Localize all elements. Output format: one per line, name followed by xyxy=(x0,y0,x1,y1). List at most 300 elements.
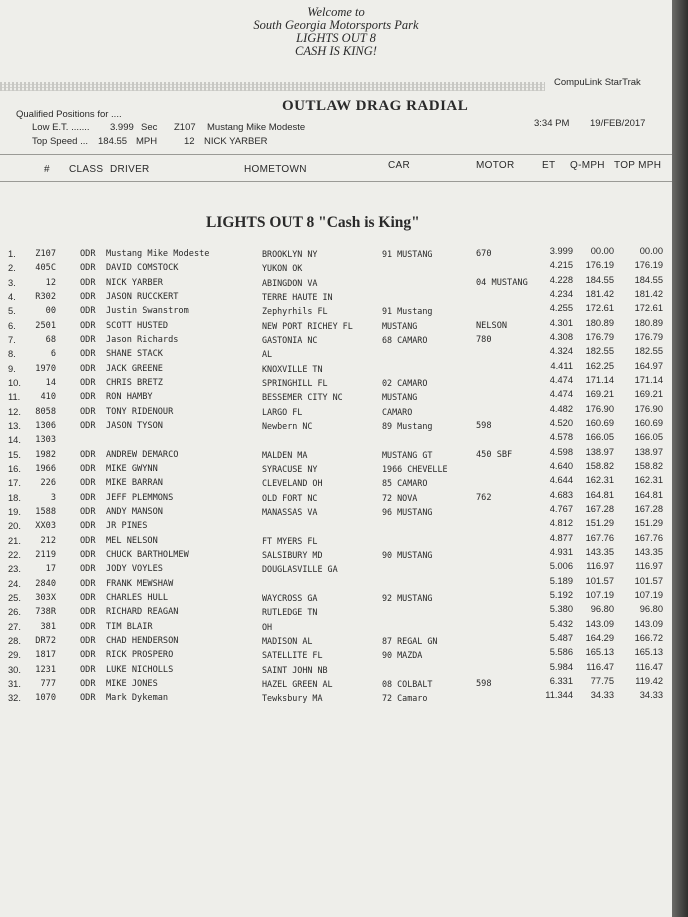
car-model: 02 CAMARO xyxy=(382,377,428,388)
car-number: 1817 xyxy=(35,650,56,661)
driver-name: CHUCK BARTHOLMEW xyxy=(106,549,189,560)
class: ODR xyxy=(80,592,96,603)
car-number: 1588 xyxy=(35,506,56,517)
welcome-line-4: CASH IS KING! xyxy=(295,44,377,58)
hometown: KNOXVILLE TN xyxy=(262,363,323,374)
hometown: ABINGDON VA xyxy=(262,277,318,288)
elapsed-time: 4.308 xyxy=(549,331,573,342)
top-mph: 164.97 xyxy=(634,360,663,371)
col-et: ET xyxy=(542,160,556,171)
driver-name: JACK GREENE xyxy=(106,363,163,374)
hometown: Zephyrhils FL xyxy=(262,306,328,317)
hometown: SAINT JOHN NB xyxy=(262,664,328,675)
top-mph: 171.14 xyxy=(634,374,663,385)
top-speed-unit: MPH xyxy=(136,136,158,147)
driver-name: SCOTT HUSTED xyxy=(106,320,169,331)
top-mph: 182.55 xyxy=(634,346,663,357)
driver-name: ANDY MANSON xyxy=(106,506,163,517)
class-title: OUTLAW DRAG RADIAL xyxy=(282,98,469,114)
class: ODR xyxy=(80,650,96,661)
motor: 598 xyxy=(476,420,492,431)
top-mph: 166.05 xyxy=(634,432,663,443)
qualifying-mph: 101.57 xyxy=(585,575,614,586)
top-speed-driver: NICK YARBER xyxy=(204,136,268,147)
top-speed-label: Top Speed ... xyxy=(32,136,88,147)
hometown: NEW PORT RICHEY FL xyxy=(262,320,353,331)
qualifying-mph: 169.21 xyxy=(585,389,614,400)
class: ODR xyxy=(80,578,96,589)
car-number: 777 xyxy=(40,678,56,689)
position: 30. xyxy=(8,664,21,675)
position: 14. xyxy=(8,435,21,446)
car-number: 2840 xyxy=(35,578,56,589)
qualifying-mph: 166.05 xyxy=(585,432,614,443)
elapsed-time: 4.474 xyxy=(549,374,573,385)
hometown: SYRACUSE NY xyxy=(262,463,318,474)
class: ODR xyxy=(80,449,96,460)
car-number: 3 xyxy=(50,492,56,503)
driver-name: MEL NELSON xyxy=(106,535,158,546)
driver-name: ANDREW DEMARCO xyxy=(106,449,179,460)
driver-name: Justin Swanstrom xyxy=(106,306,189,317)
position: 7. xyxy=(8,334,16,345)
low-et-unit: Sec xyxy=(141,122,158,133)
hometown: LARGO FL xyxy=(262,406,303,417)
class: ODR xyxy=(80,521,96,532)
car-number: XX03 xyxy=(35,521,56,532)
position: 11. xyxy=(8,392,21,403)
class: ODR xyxy=(80,363,96,374)
car-number: 212 xyxy=(40,535,56,546)
car-model: MUSTANG xyxy=(382,320,418,331)
col-car: CAR xyxy=(388,160,411,171)
car-number: 00 xyxy=(45,306,56,317)
car-number: 68 xyxy=(45,334,56,345)
low-et-value: 3.999 xyxy=(110,122,134,133)
class: ODR xyxy=(80,535,96,546)
hometown: WAYCROSS GA xyxy=(262,592,318,603)
top-mph: 167.28 xyxy=(634,503,663,514)
elapsed-time: 5.380 xyxy=(549,604,573,615)
car-number: 6 xyxy=(50,349,56,360)
qualifying-mph: 107.19 xyxy=(585,589,614,600)
qualifying-mph: 167.76 xyxy=(585,532,614,543)
car-number: 8058 xyxy=(35,406,56,417)
qualifying-mph: 143.09 xyxy=(585,618,614,629)
motor: 780 xyxy=(476,334,492,345)
elapsed-time: 5.006 xyxy=(549,561,573,572)
elapsed-time: 4.301 xyxy=(549,317,573,328)
driver-name: JEFF PLEMMONS xyxy=(106,492,174,503)
class: ODR xyxy=(80,334,96,345)
elapsed-time: 4.324 xyxy=(549,346,573,357)
hometown: YUKON OK xyxy=(262,263,303,274)
position: 28. xyxy=(8,635,21,646)
car-model: 90 MAZDA xyxy=(382,650,423,661)
class: ODR xyxy=(80,320,96,331)
qualifying-mph: 143.35 xyxy=(585,546,614,557)
header-rule-bottom xyxy=(0,181,672,182)
hometown: SALSIBURY MD xyxy=(262,549,323,560)
driver-name: CHRIS BRETZ xyxy=(106,377,163,388)
desk-edge xyxy=(672,0,688,917)
elapsed-time: 4.228 xyxy=(549,274,573,285)
car-number: 1982 xyxy=(35,449,56,460)
top-mph: 176.90 xyxy=(634,403,663,414)
top-mph: 172.61 xyxy=(634,303,663,314)
class: ODR xyxy=(80,406,96,417)
class: ODR xyxy=(80,463,96,474)
welcome-line-3: LIGHTS OUT 8 xyxy=(296,31,376,45)
top-speed-car: 12 xyxy=(184,136,195,147)
event-title: LIGHTS OUT 8 "Cash is King" xyxy=(206,214,420,231)
top-mph: 165.13 xyxy=(634,647,663,658)
position: 21. xyxy=(8,535,21,546)
qualifying-mph: 160.69 xyxy=(585,417,614,428)
col-num: # xyxy=(44,164,50,175)
position: 20. xyxy=(8,521,21,532)
top-mph: 138.97 xyxy=(634,446,663,457)
car-model: 91 Mustang xyxy=(382,306,433,317)
driver-name: CHARLES HULL xyxy=(106,592,169,603)
qualifying-mph: 164.81 xyxy=(585,489,614,500)
qualifying-mph: 176.90 xyxy=(585,403,614,414)
top-mph: 162.31 xyxy=(634,475,663,486)
car-number: 1970 xyxy=(35,363,56,374)
car-number: 1231 xyxy=(35,664,56,675)
car-number: Z107 xyxy=(35,249,56,259)
top-mph: 107.19 xyxy=(634,589,663,600)
qualifying-mph: 184.55 xyxy=(585,274,614,285)
header-rule-top xyxy=(0,154,672,155)
driver-name: CHAD HENDERSON xyxy=(106,635,179,646)
hometown: CLEVELAND OH xyxy=(262,478,323,489)
car-model: 91 MUSTANG xyxy=(382,249,433,259)
car-model: MUSTANG xyxy=(382,392,418,403)
motor: 598 xyxy=(476,678,492,689)
class: ODR xyxy=(80,621,96,632)
motor: NELSON xyxy=(476,320,508,331)
top-mph: 169.21 xyxy=(634,389,663,400)
position: 1. xyxy=(8,249,16,259)
class: ODR xyxy=(80,693,96,704)
class: ODR xyxy=(80,349,96,360)
position: 10. xyxy=(8,377,21,388)
car-number: 410 xyxy=(40,392,56,403)
driver-name: JODY VOYLES xyxy=(106,564,163,575)
position: 23. xyxy=(8,564,21,575)
car-number: R302 xyxy=(35,291,56,302)
car-model: 85 CAMARO xyxy=(382,478,428,489)
brand-label: CompuLink StarTrak xyxy=(554,77,641,88)
top-mph: 96.80 xyxy=(639,604,663,615)
car-number: 12 xyxy=(45,277,56,288)
position: 8. xyxy=(8,349,16,360)
welcome-line-1: Welcome to xyxy=(307,5,365,19)
hometown: TERRE HAUTE IN xyxy=(262,291,333,302)
position: 9. xyxy=(8,363,16,374)
qualifying-mph: 96.80 xyxy=(590,604,614,615)
position: 16. xyxy=(8,463,21,474)
driver-name: Mark Dykeman xyxy=(106,693,169,704)
hometown: MALDEN MA xyxy=(262,449,308,460)
position: 18. xyxy=(8,492,21,503)
position: 4. xyxy=(8,291,16,302)
class: ODR xyxy=(80,664,96,675)
elapsed-time: 4.482 xyxy=(549,403,573,414)
driver-name: DAVID COMSTOCK xyxy=(106,263,179,274)
position: 29. xyxy=(8,650,21,661)
top-mph: 101.57 xyxy=(634,575,663,586)
elapsed-time: 6.331 xyxy=(549,675,573,686)
hometown: FT MYERS FL xyxy=(262,535,318,546)
position: 17. xyxy=(8,478,21,489)
position: 25. xyxy=(8,592,21,603)
col-hometown: HOMETOWN xyxy=(244,164,307,175)
hometown: GASTONIA NC xyxy=(262,334,318,345)
qualifying-mph: 00.00 xyxy=(590,246,614,256)
elapsed-time: 5.984 xyxy=(549,661,573,672)
top-mph: 151.29 xyxy=(634,518,663,529)
elapsed-time: 4.520 xyxy=(549,417,573,428)
qualifying-mph: 176.79 xyxy=(585,331,614,342)
driver-name: TONY RIDENOUR xyxy=(106,406,174,417)
qualified-label: Qualified Positions for .... xyxy=(16,109,122,120)
elapsed-time: 5.487 xyxy=(549,632,573,643)
car-number: 381 xyxy=(40,621,56,632)
driver-name: MIKE JONES xyxy=(106,678,158,689)
car-model: 1966 CHEVELLE xyxy=(382,463,448,474)
class: ODR xyxy=(80,492,96,503)
col-class: CLASS xyxy=(69,164,104,175)
qualifying-mph: 151.29 xyxy=(585,518,614,529)
car-model: 68 CAMARO xyxy=(382,334,428,345)
position: 2. xyxy=(8,263,16,274)
position: 13. xyxy=(8,420,21,431)
qualifying-mph: 176.19 xyxy=(585,260,614,271)
hometown: DOUGLASVILLE GA xyxy=(262,564,338,575)
driver-name: SHANE STACK xyxy=(106,349,163,360)
top-mph: 116.97 xyxy=(635,561,663,572)
col-qmph: Q-MPH xyxy=(570,160,605,171)
car-number: 17 xyxy=(45,564,56,575)
top-mph: 176.19 xyxy=(634,260,663,271)
hometown: HAZEL GREEN AL xyxy=(262,678,333,689)
car-number: 738R xyxy=(35,607,56,618)
low-et-driver: Mustang Mike Modeste xyxy=(207,122,306,133)
elapsed-time: 4.578 xyxy=(549,432,573,443)
top-mph: 00.00 xyxy=(639,246,663,256)
low-et-car: Z107 xyxy=(174,122,196,133)
car-number: 1303 xyxy=(35,435,56,446)
car-model: 87 REGAL GN xyxy=(382,635,438,646)
elapsed-time: 4.474 xyxy=(549,389,573,400)
col-driver: DRIVER xyxy=(110,164,150,175)
low-et-label: Low E.T. ....... xyxy=(32,122,90,133)
hometown: MADISON AL xyxy=(262,635,313,646)
qualifying-mph: 116.47 xyxy=(586,661,614,672)
hometown: BROOKLYN NY xyxy=(262,249,318,259)
top-mph: 158.82 xyxy=(634,460,663,471)
driver-name: RON HAMBY xyxy=(106,392,153,403)
class: ODR xyxy=(80,506,96,517)
motor: 762 xyxy=(476,492,492,503)
class: ODR xyxy=(80,607,96,618)
car-model: 96 MUSTANG xyxy=(382,506,433,517)
class: ODR xyxy=(80,478,96,489)
elapsed-time: 5.432 xyxy=(549,618,573,629)
top-mph: 167.76 xyxy=(634,532,663,543)
driver-name: JR PINES xyxy=(106,521,148,532)
dotted-band xyxy=(0,82,545,91)
class: ODR xyxy=(80,277,96,288)
elapsed-time: 4.215 xyxy=(549,260,573,271)
class: ODR xyxy=(80,291,96,302)
car-number: 14 xyxy=(45,377,56,388)
class: ODR xyxy=(80,263,96,274)
elapsed-time: 5.192 xyxy=(549,589,573,600)
col-motor: MOTOR xyxy=(476,160,515,171)
qualifying-mph: 167.28 xyxy=(585,503,614,514)
top-mph: 184.55 xyxy=(634,274,663,285)
elapsed-time: 4.683 xyxy=(549,489,573,500)
car-model: MUSTANG GT xyxy=(382,449,433,460)
car-model: 92 MUSTANG xyxy=(382,592,433,603)
driver-name: FRANK MEWSHAW xyxy=(106,578,174,589)
driver-name: LUKE NICHOLLS xyxy=(106,664,174,675)
position: 27. xyxy=(8,621,21,632)
top-mph: 181.42 xyxy=(634,288,663,299)
car-number: 405C xyxy=(35,263,56,274)
elapsed-time: 11.344 xyxy=(545,690,573,701)
class: ODR xyxy=(80,678,96,689)
car-number: DR72 xyxy=(35,635,56,646)
class: ODR xyxy=(80,420,96,431)
position: 22. xyxy=(8,549,21,560)
top-mph: 180.89 xyxy=(634,317,663,328)
car-number: 226 xyxy=(40,478,56,489)
top-mph: 143.35 xyxy=(634,546,663,557)
class: ODR xyxy=(80,249,96,259)
driver-name: RICK PROSPERO xyxy=(106,650,174,661)
qualifying-mph: 182.55 xyxy=(585,346,614,357)
position: 24. xyxy=(8,578,21,589)
report-date: 19/FEB/2017 xyxy=(590,118,646,129)
position: 6. xyxy=(8,320,16,331)
hometown: Tewksbury MA xyxy=(262,693,323,704)
driver-name: NICK YARBER xyxy=(106,277,163,288)
driver-name: JASON RUCCKERT xyxy=(106,291,179,302)
elapsed-time: 5.189 xyxy=(549,575,573,586)
class: ODR xyxy=(80,306,96,317)
elapsed-time: 4.598 xyxy=(549,446,573,457)
top-mph: 164.81 xyxy=(634,489,663,500)
car-number: 1966 xyxy=(35,463,56,474)
elapsed-time: 4.234 xyxy=(549,288,573,299)
hometown: RUTLEDGE TN xyxy=(262,607,318,618)
qualifying-mph: 165.13 xyxy=(585,647,614,658)
driver-name: RICHARD REAGAN xyxy=(106,607,179,618)
car-model: 72 NOVA xyxy=(382,492,418,503)
driver-name: Jason Richards xyxy=(106,334,179,345)
position: 5. xyxy=(8,306,16,317)
car-number: 1306 xyxy=(35,420,56,431)
position: 15. xyxy=(8,449,21,460)
hometown: SATELLITE FL xyxy=(262,650,323,661)
elapsed-time: 4.767 xyxy=(549,503,573,514)
elapsed-time: 3.999 xyxy=(549,246,573,256)
top-speed-value: 184.55 xyxy=(98,136,128,147)
hometown: OLD FORT NC xyxy=(262,492,318,503)
car-number: 2501 xyxy=(35,320,56,331)
position: 31. xyxy=(8,678,21,689)
car-model: CAMARO xyxy=(382,406,413,417)
position: 12. xyxy=(8,406,21,417)
class: ODR xyxy=(80,377,96,388)
top-mph: 34.33 xyxy=(639,690,663,701)
hometown: BESSEMER CITY NC xyxy=(262,392,343,403)
qualifying-mph: 34.33 xyxy=(590,690,614,701)
driver-name: TIM BLAIR xyxy=(106,621,153,632)
elapsed-time: 4.812 xyxy=(549,518,573,529)
top-mph: 116.47 xyxy=(635,661,663,672)
elapsed-time: 4.931 xyxy=(549,546,573,557)
car-model: 08 COLBALT xyxy=(382,678,433,689)
hometown: MANASSAS VA xyxy=(262,506,318,517)
qualifying-mph: 116.97 xyxy=(586,561,614,572)
qualifying-mph: 158.82 xyxy=(585,460,614,471)
top-mph: 119.42 xyxy=(635,675,663,686)
hometown: SPRINGHILL FL xyxy=(262,377,328,388)
top-mph: 143.09 xyxy=(634,618,663,629)
class: ODR xyxy=(80,549,96,560)
driver-name: Mustang Mike Modeste xyxy=(106,249,210,259)
driver-name: MIKE GWYNN xyxy=(106,463,158,474)
car-model: 90 MUSTANG xyxy=(382,549,433,560)
position: 26. xyxy=(8,607,21,618)
motor: 450 SBF xyxy=(476,449,513,460)
welcome-line-2: South Georgia Motorsports Park xyxy=(253,18,419,32)
top-mph: 160.69 xyxy=(634,417,663,428)
motor: 04 MUSTANG xyxy=(476,277,528,288)
qualifying-mph: 180.89 xyxy=(585,317,614,328)
qualifying-mph: 164.29 xyxy=(585,632,614,643)
position: 19. xyxy=(8,506,21,517)
top-mph: 176.79 xyxy=(634,331,663,342)
class: ODR xyxy=(80,564,96,575)
car-number: 1070 xyxy=(35,693,56,704)
class: ODR xyxy=(80,635,96,646)
position: 32. xyxy=(8,693,21,704)
qualifying-mph: 181.42 xyxy=(585,288,614,299)
hometown: AL xyxy=(262,349,273,360)
elapsed-time: 4.640 xyxy=(549,460,573,471)
qualifying-mph: 138.97 xyxy=(585,446,614,457)
elapsed-time: 4.255 xyxy=(549,303,573,314)
col-topmph: TOP MPH xyxy=(614,160,662,171)
hometown: OH xyxy=(262,621,273,632)
car-number: 303X xyxy=(35,592,56,603)
qualifying-mph: 77.75 xyxy=(590,675,614,686)
table-row xyxy=(0,690,672,707)
qualifying-mph: 162.31 xyxy=(585,475,614,486)
hometown: Newbern NC xyxy=(262,420,313,431)
elapsed-time: 4.877 xyxy=(549,532,573,543)
position: 3. xyxy=(8,277,16,288)
elapsed-time: 4.644 xyxy=(549,475,573,486)
qualifying-mph: 172.61 xyxy=(585,303,614,314)
elapsed-time: 4.411 xyxy=(550,360,573,371)
